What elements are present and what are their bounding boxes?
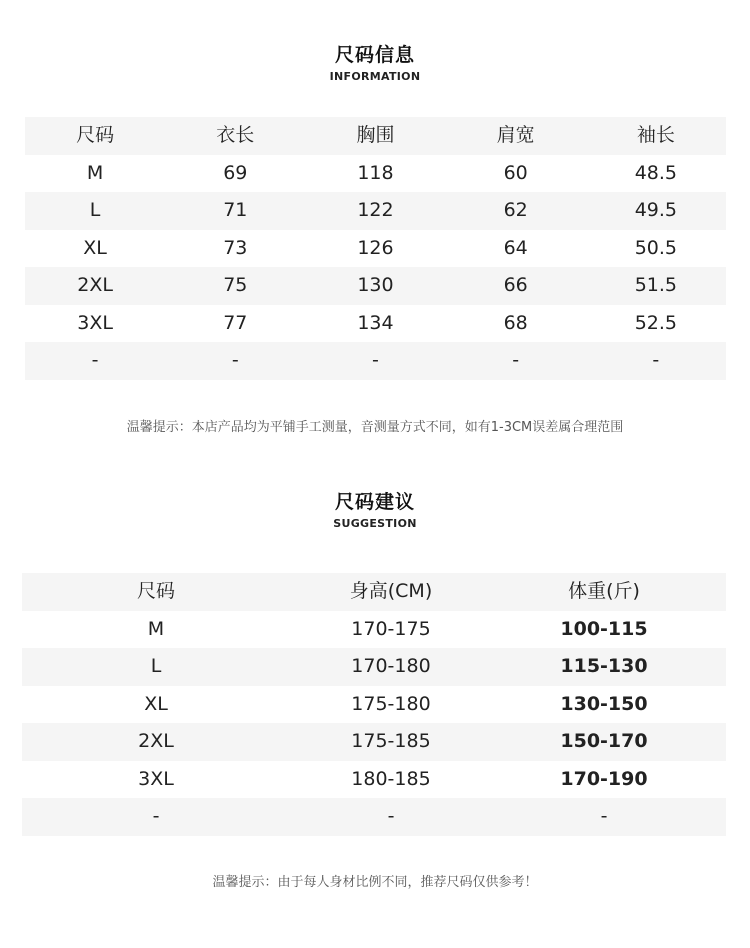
table-cell: 115-130 [560,655,648,678]
table-row [25,267,726,305]
table-cell: 170-190 [560,767,648,790]
table-cell: 2XL [138,730,174,753]
table-cell: 66 [503,274,528,297]
table-cell: 60 [503,161,528,184]
size-info-title-block [0,43,750,84]
table-row [25,155,726,193]
header-cell: 袖长 [636,124,675,147]
table-cell: - [231,349,239,372]
table-cell: 64 [503,236,528,259]
table-cell: - [91,349,99,372]
table-row [25,305,726,343]
table-cell: 73 [223,236,248,259]
table-cell: 51.5 [634,274,677,297]
table-cell: 62 [503,199,528,222]
table-cell: - [512,349,520,372]
table-row [22,798,726,836]
table-cell: 175-185 [351,730,431,753]
table-cell: 150-170 [560,730,648,753]
table-row [25,230,726,268]
size-suggestion-subtitle: SUGGESTION [333,517,417,530]
size-suggestion-title-block [0,490,750,531]
table-cell: XL [144,692,168,715]
table-cell: - [152,805,160,828]
table-cell: 100-115 [560,617,648,640]
table-cell: 122 [357,199,394,222]
table-cell: 68 [503,311,528,334]
table-cell: L [89,199,101,222]
table-row [22,648,726,686]
table-cell: 71 [223,199,248,222]
table-cell: 130-150 [560,692,648,715]
size-info-title: 尺码信息 [334,44,415,66]
table-row [22,686,726,724]
table-cell: XL [83,236,107,259]
table-cell: 48.5 [634,161,677,184]
table-cell: 126 [357,236,394,259]
table-cell: 170-175 [351,617,431,640]
table-cell: 130 [357,274,394,297]
table-row [25,342,726,380]
table-cell: 3XL [138,767,174,790]
size-suggestion-title: 尺码建议 [334,491,415,513]
table-cell: 134 [357,311,394,334]
table-header-row [22,573,726,611]
table-row [22,611,726,649]
header-cell: 身高(CM) [349,580,433,603]
table-cell: 170-180 [351,655,431,678]
size-info-table [25,117,726,380]
suggestion-tip: 温馨提示：由于每人身材比例不同，推荐尺码仅供参考！ [212,875,538,890]
table-cell: 180-185 [351,767,431,790]
header-cell: 衣长 [216,124,255,147]
table-cell: - [387,805,395,828]
header-cell: 胸围 [356,124,395,147]
size-info-subtitle: INFORMATION [329,70,421,83]
table-cell: 77 [223,311,248,334]
header-cell: 尺码 [76,124,115,147]
table-header-row [25,117,726,155]
table-cell: - [652,349,660,372]
table-cell: M [147,617,165,640]
table-cell: 175-180 [351,692,431,715]
table-cell: - [372,349,379,372]
table-row [25,192,726,230]
table-cell: - [600,805,608,828]
table-cell: 50.5 [634,236,677,259]
header-cell: 肩宽 [496,124,535,147]
table-cell: M [86,161,104,184]
measurement-tip: 温馨提示：本店产品均为平铺手工测量，音测量方式不同，如有1-3CM误差属合理范围 [126,420,624,435]
table-cell: 118 [357,161,394,184]
table-cell: 69 [223,161,248,184]
table-cell: 52.5 [634,311,677,334]
header-cell: 体重(斤) [568,580,640,603]
table-cell: 49.5 [634,199,677,222]
table-cell: 2XL [77,274,113,297]
size-suggestion-table [22,573,726,836]
table-cell: 75 [223,274,248,297]
table-cell: 3XL [77,311,113,334]
header-cell: 尺码 [136,580,175,603]
table-cell: L [150,655,162,678]
table-row [22,761,726,799]
table-row [22,723,726,761]
